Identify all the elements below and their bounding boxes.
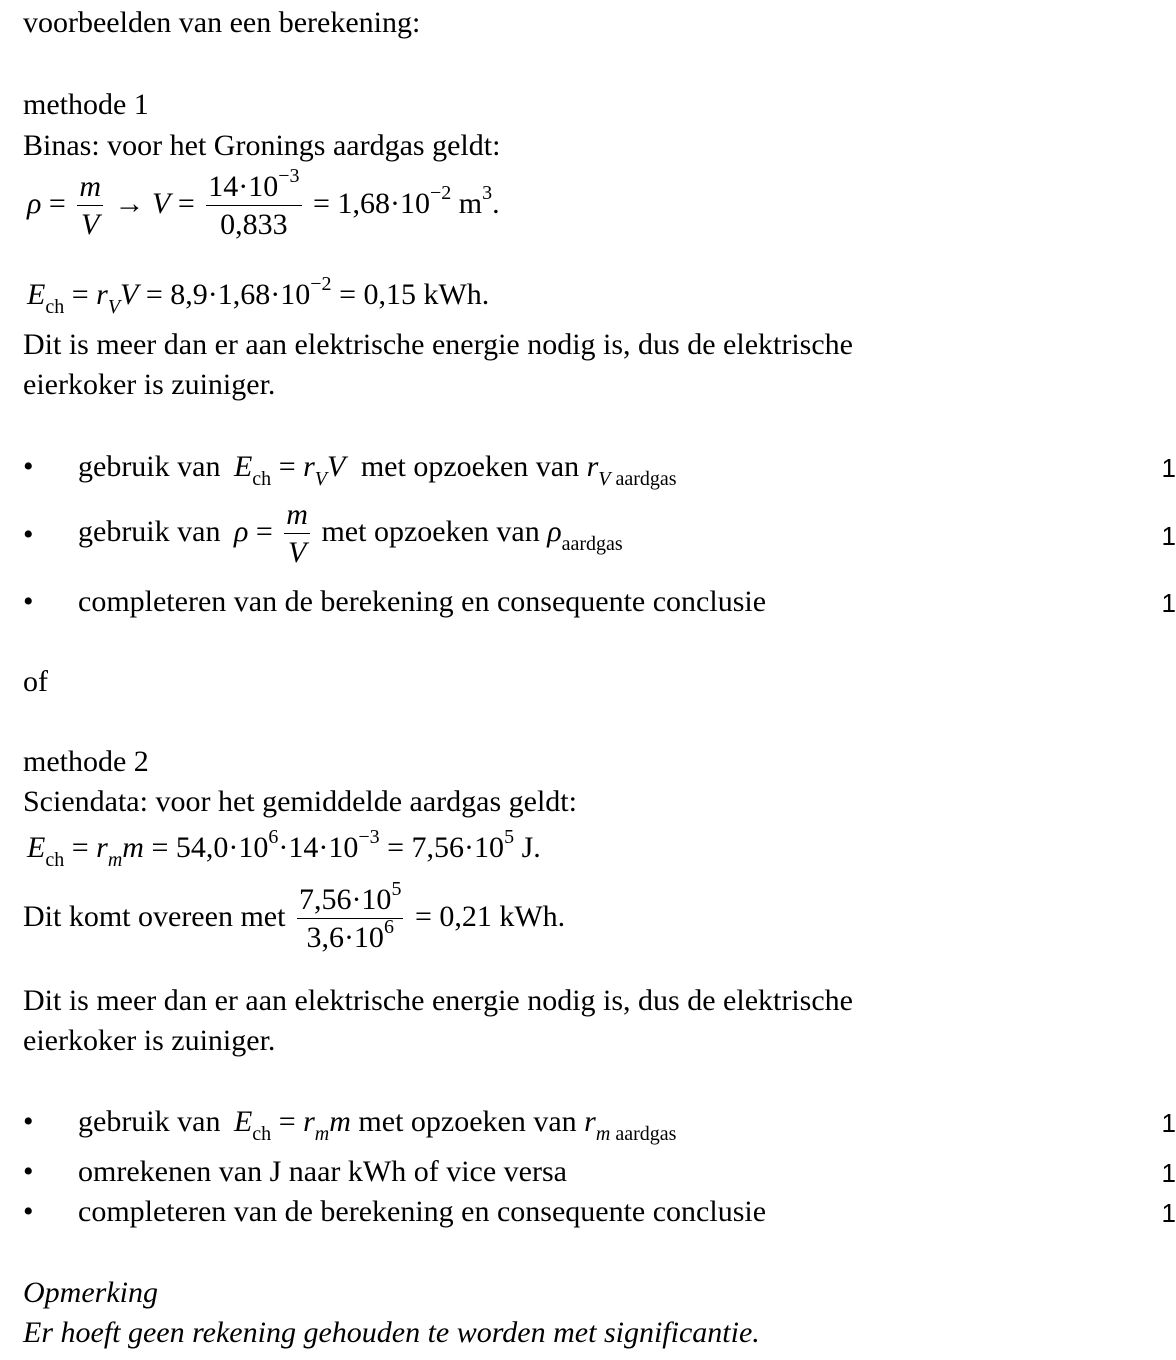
method-2-criterion-3-score: 1 — [1161, 1198, 1176, 1228]
method-2-conversion-equation: Dit komt overeen met $\frac{7,56\cdot 10^5}{3,6\cdot 10^6}$ = 0,21 kWh. — [23, 878, 566, 954]
method-1-criterion-1-score: 1 — [1161, 453, 1176, 483]
bullet-icon: • — [23, 450, 34, 483]
method-1-conclusion-line-2: eierkoker is zuiniger. — [23, 368, 276, 401]
method-2-energy-equation: $E_{ch} = r_mm = 54,0\cdot 10^6\cdot 14\cdot 10^{-3} = 7,56\cdot 10^5$ J. — [27, 826, 541, 871]
fraction-joule-to-kwh: $\frac{7,56\cdot 10^5}{3,6\cdot 10^6}$ — [298, 878, 402, 954]
intro-text: voorbeelden van een berekening: — [23, 6, 421, 39]
method-2-criterion-1: gebruik van $E_{ch} = r_mm$ met opzoeken van $r_m$ $_{aardgas}$ — [78, 1105, 677, 1145]
fraction-mass-over-density: $\frac{14\cdot 10^{-3}}{0,833}$ — [208, 165, 300, 241]
method-1-heading: methode 1 — [23, 88, 149, 121]
bullet-icon: • — [23, 1105, 34, 1138]
method-1-conclusion-line-1: Dit is meer dan er aan elektrische energie nodig is, dus de elektrische — [23, 328, 853, 361]
or-separator: of — [23, 665, 48, 698]
remark-title: Opmerking — [23, 1276, 158, 1309]
method-2-source: Sciendata: voor het gemiddelde aardgas geldt: — [23, 785, 577, 818]
method-1-energy-equation: $E_{ch} = r_VV = 8,9\cdot 1,68\cdot 10^{-2} = 0,15$ kWh. — [27, 273, 490, 318]
fraction-m-over-v: $\frac{m}{V}$ — [286, 498, 308, 569]
method-2-criterion-3: completeren van de berekening en consequente conclusie — [78, 1195, 767, 1228]
method-1-criterion-2: gebruik van ρ = $\frac{m}{V}$ met opzoeken van $\rho_{aardgas}$ — [78, 498, 623, 569]
method-1-source: Binas: voor het Gronings aardgas geldt: — [23, 129, 501, 162]
fraction-m-over-v: $\frac{m}{V}$ — [79, 170, 101, 241]
bullet-icon: • — [23, 518, 34, 551]
remark-text: Er hoeft geen rekening gehouden te worden met significantie. — [23, 1316, 760, 1349]
method-2-criterion-2: omrekenen van J naar kWh of vice versa — [78, 1155, 567, 1188]
method-2-conclusion-line-1: Dit is meer dan er aan elektrische energie nodig is, dus de elektrische — [23, 984, 853, 1017]
bullet-icon: • — [23, 585, 34, 618]
method-2-criterion-2-score: 1 — [1161, 1158, 1176, 1188]
method-1-criterion-3: completeren van de berekening en consequente conclusie — [78, 585, 767, 618]
method-2-criterion-1-score: 1 — [1161, 1108, 1176, 1138]
method-1-density-equation: ρ = $\frac{m}{V}$ → V = $\frac{14\cdot 10^{-3}}{0,833}$ = $1,68\cdot 10^{-2}$ $m^3$. — [27, 165, 500, 241]
bullet-icon: • — [23, 1155, 34, 1188]
method-2-conclusion-line-2: eierkoker is zuiniger. — [23, 1024, 276, 1057]
method-1-criterion-2-score: 1 — [1161, 521, 1176, 551]
method-2-heading: methode 2 — [23, 745, 149, 778]
method-1-criterion-1: gebruik van $E_{ch} = r_VV$ met opzoeken van $r_V$ $_{aardgas}$ — [78, 450, 677, 490]
bullet-icon: • — [23, 1195, 34, 1228]
method-1-criterion-3-score: 1 — [1161, 588, 1176, 618]
